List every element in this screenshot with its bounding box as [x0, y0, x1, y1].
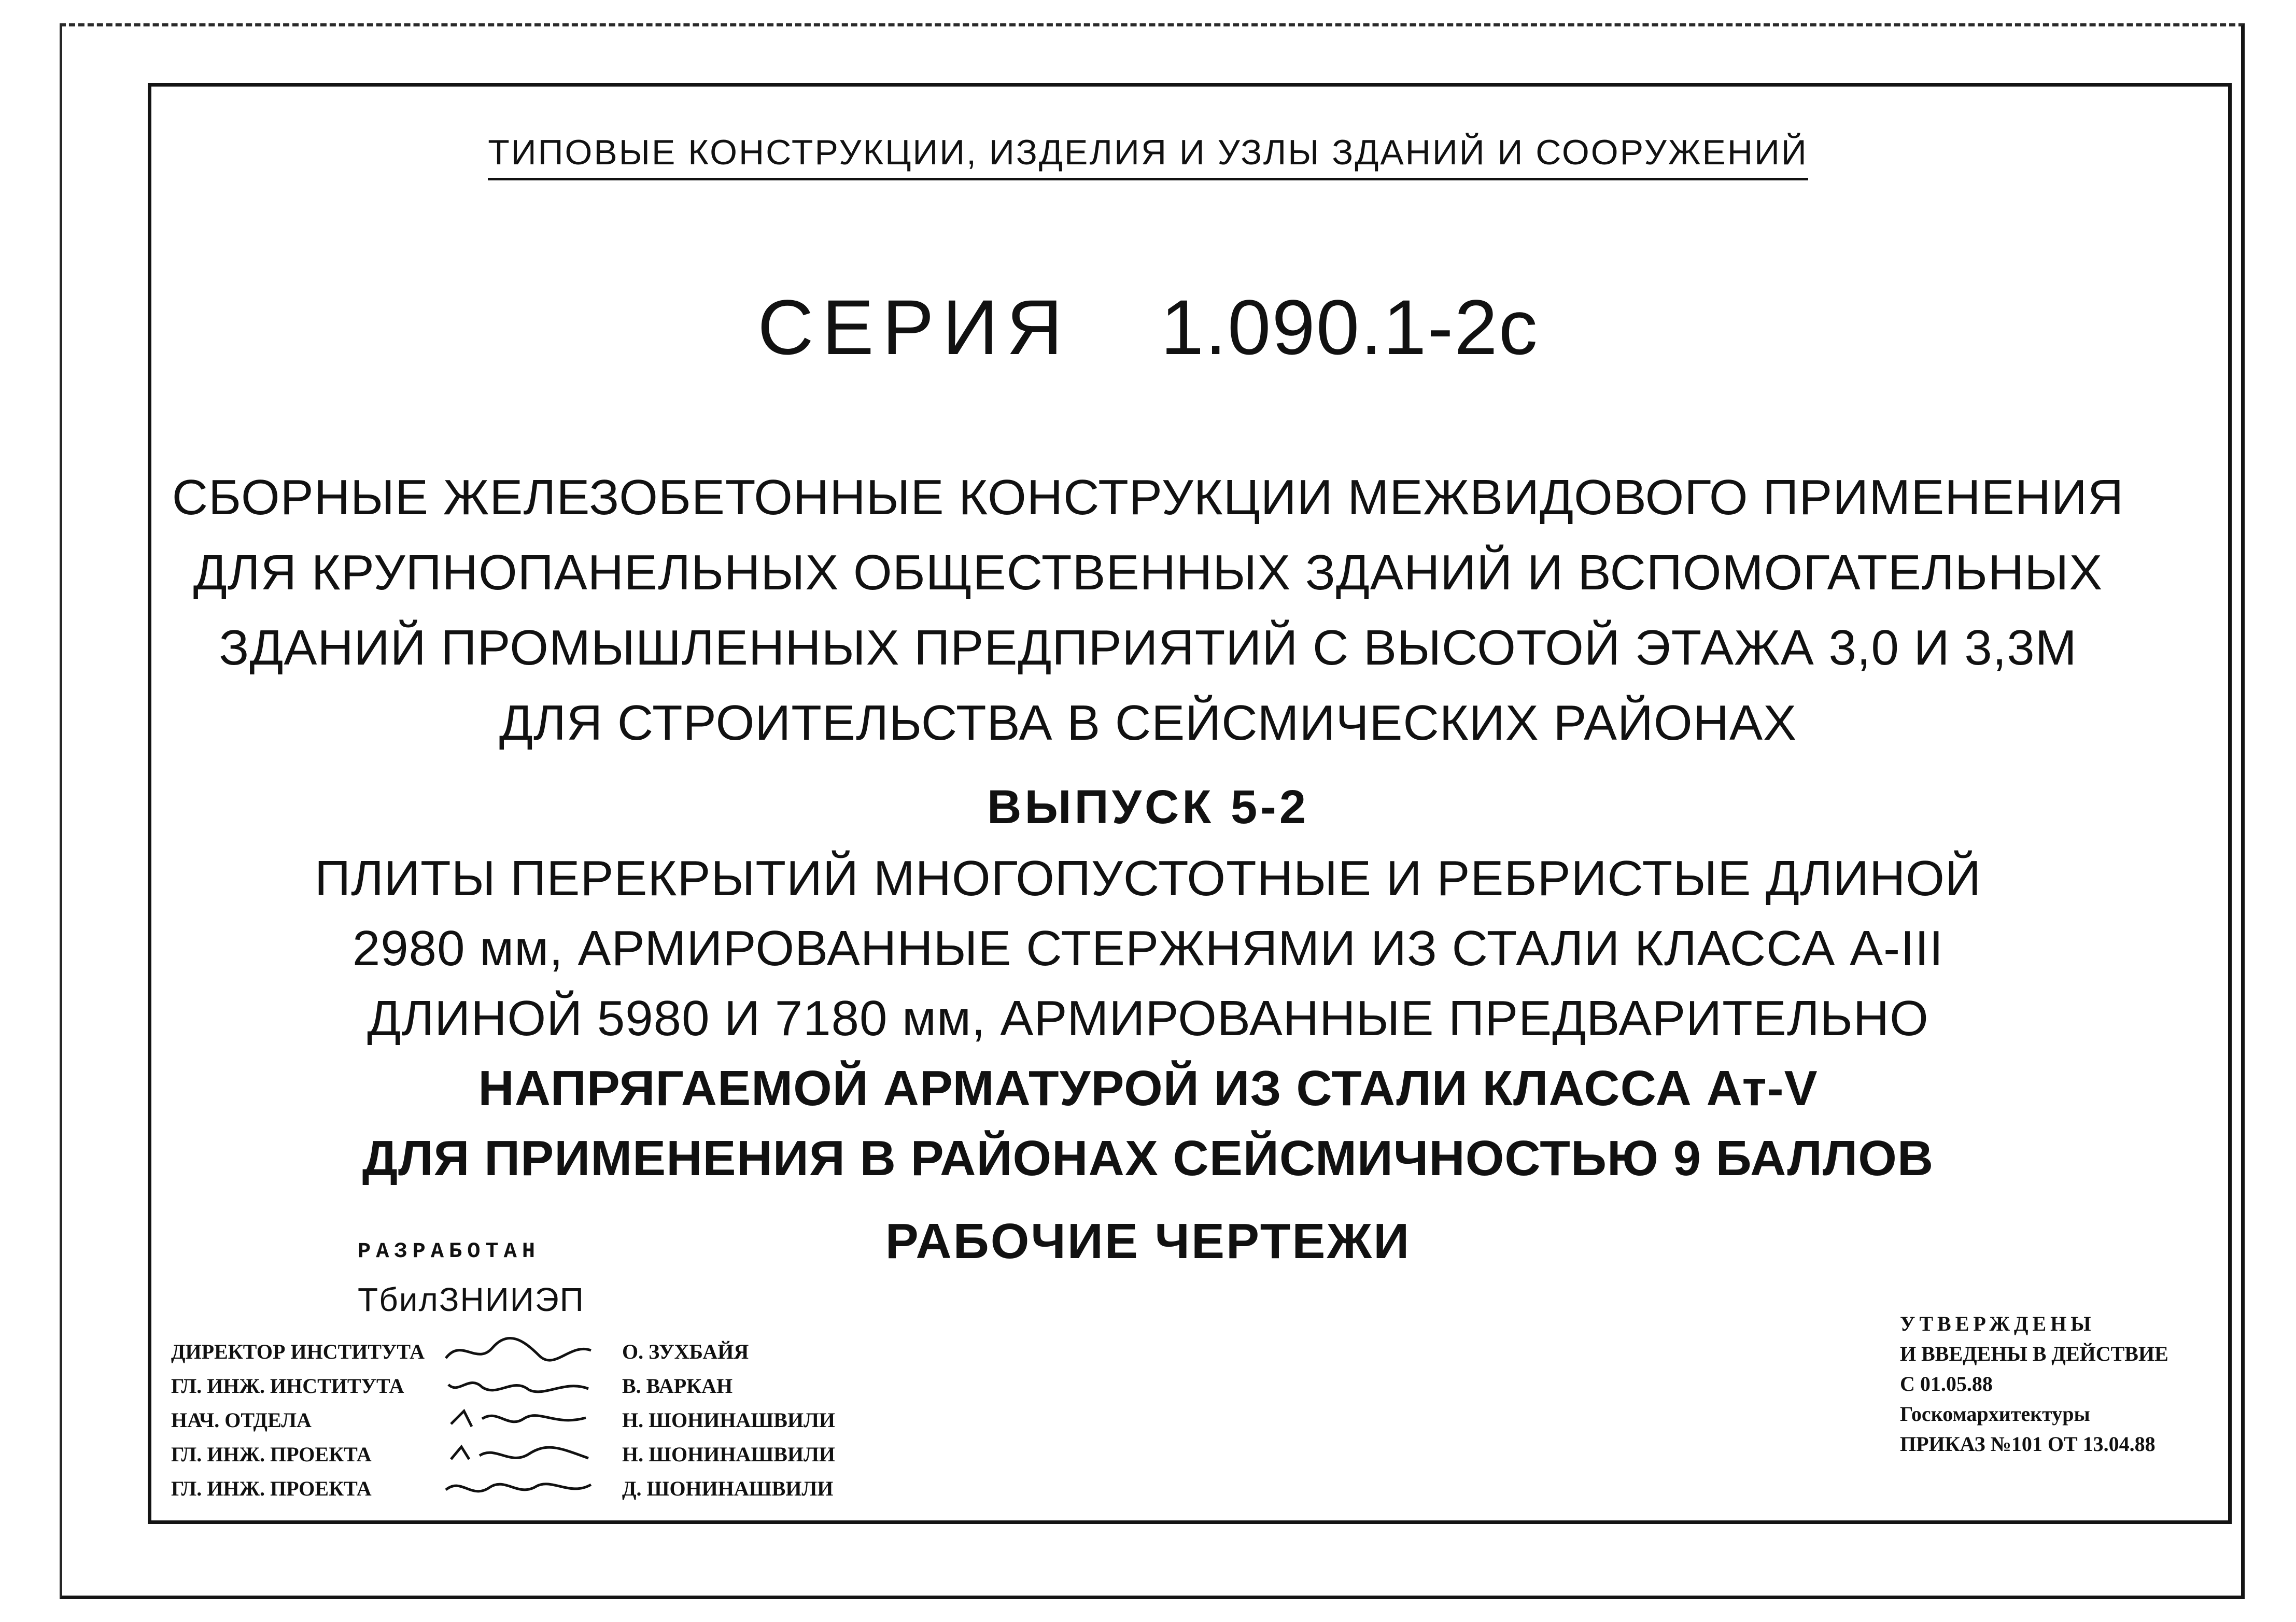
staff-row	[171, 1403, 897, 1437]
approval-block	[1900, 1309, 2232, 1459]
approval-line: С 01.05.88	[1900, 1372, 1993, 1395]
staff-position: НАЧ. ОТДЕЛА	[171, 1408, 312, 1432]
description-line: 2980 мм, АРМИРОВАННЫЕ СТЕРЖНЯМИ ИЗ СТАЛИ КЛАССА А-III	[352, 921, 1944, 976]
signature-icon	[441, 1403, 596, 1434]
title-line: ДЛЯ СТРОИТЕЛЬСТВА В СЕЙСМИЧЕСКИХ РАЙОНАХ	[499, 695, 1797, 751]
signature-icon	[441, 1335, 596, 1366]
description-line: ПЛИТЫ ПЕРЕКРЫТИЙ МНОГОПУСТОТНЫЕ И РЕБРИСТЫЕ ДЛИНОЙ	[315, 851, 1981, 906]
document-type: РАБОЧИЕ ЧЕРТЕЖИ	[885, 1214, 1411, 1269]
staff-row	[171, 1369, 897, 1403]
developer-heading: РАЗРАБОТАН	[358, 1239, 541, 1264]
staff-row	[171, 1472, 897, 1506]
collection-header-text: ТИПОВЫЕ КОНСТРУКЦИИ, ИЗДЕЛИЯ И УЗЛЫ ЗДАНИЙ И СООРУЖЕНИЙ	[488, 132, 1808, 180]
staff-position: ГЛ. ИНЖ. ИНСТИТУТА	[171, 1374, 404, 1398]
issue-number: ВЫПУСК 5-2	[987, 781, 1309, 834]
staff-row	[171, 1335, 897, 1369]
approval-heading: УТВЕРЖДЕНЫ	[1900, 1312, 2095, 1335]
staff-name: О. ЗУХБАЙЯ	[622, 1340, 749, 1363]
series-label: СЕРИЯ	[757, 284, 1071, 371]
signature-icon	[441, 1437, 596, 1469]
staff-position: ГЛ. ИНЖ. ПРОЕКТА	[171, 1477, 372, 1500]
signature-icon	[441, 1369, 596, 1400]
staff-name: В. ВАРКАН	[622, 1374, 733, 1398]
title-line: ЗДАНИЙ ПРОМЫШЛЕННЫХ ПРЕДПРИЯТИЙ С ВЫСОТОЙ ЭТАЖА 3,0 И 3,3М	[219, 620, 2077, 675]
developer-organization: ТбилЗНИИЭП	[358, 1281, 585, 1318]
description-line: ДЛЯ ПРИМЕНЕНИЯ В РАЙОНАХ СЕЙСМИЧНОСТЬЮ 9 БАЛЛОВ	[362, 1131, 1934, 1186]
staff-position: ДИРЕКТОР ИНСТИТУТА	[171, 1340, 425, 1363]
description-line: НАПРЯГАЕМОЙ АРМАТУРОЙ ИЗ СТАЛИ КЛАССА Ат-V	[478, 1061, 1818, 1116]
series-title	[0, 283, 2296, 372]
staff-name: Н. ШОНИНАШВИЛИ	[622, 1408, 836, 1432]
signature-icon	[441, 1472, 596, 1503]
title-line: ДЛЯ КРУПНОПАНЕЛЬНЫХ ОБЩЕСТВЕННЫХ ЗДАНИЙ И ВСПОМОГАТЕЛЬНЫХ	[193, 545, 2103, 600]
title-line: СБОРНЫЕ ЖЕЛЕЗОБЕТОННЫЕ КОНСТРУКЦИИ МЕЖВИДОВОГО ПРИМЕНЕНИЯ	[172, 470, 2124, 525]
staff-list	[171, 1335, 897, 1506]
staff-position: ГЛ. ИНЖ. ПРОЕКТА	[171, 1443, 372, 1466]
series-number: 1.090.1-2с	[1160, 284, 1539, 371]
approval-line: Госкомархитектуры	[1900, 1402, 2090, 1426]
approval-line: И ВВЕДЕНЫ В ДЕЙСТВИЕ	[1900, 1342, 2168, 1365]
staff-name: Д. ШОНИНАШВИЛИ	[622, 1477, 834, 1500]
staff-row	[171, 1437, 897, 1472]
approval-line: ПРИКАЗ №101 ОТ 13.04.88	[1900, 1432, 2156, 1456]
description-line: ДЛИНОЙ 5980 И 7180 мм, АРМИРОВАННЫЕ ПРЕДВАРИТЕЛЬНО	[367, 991, 1929, 1046]
staff-name: Н. ШОНИНАШВИЛИ	[622, 1443, 836, 1466]
collection-header	[0, 132, 2296, 180]
developer-block	[171, 1239, 897, 1508]
